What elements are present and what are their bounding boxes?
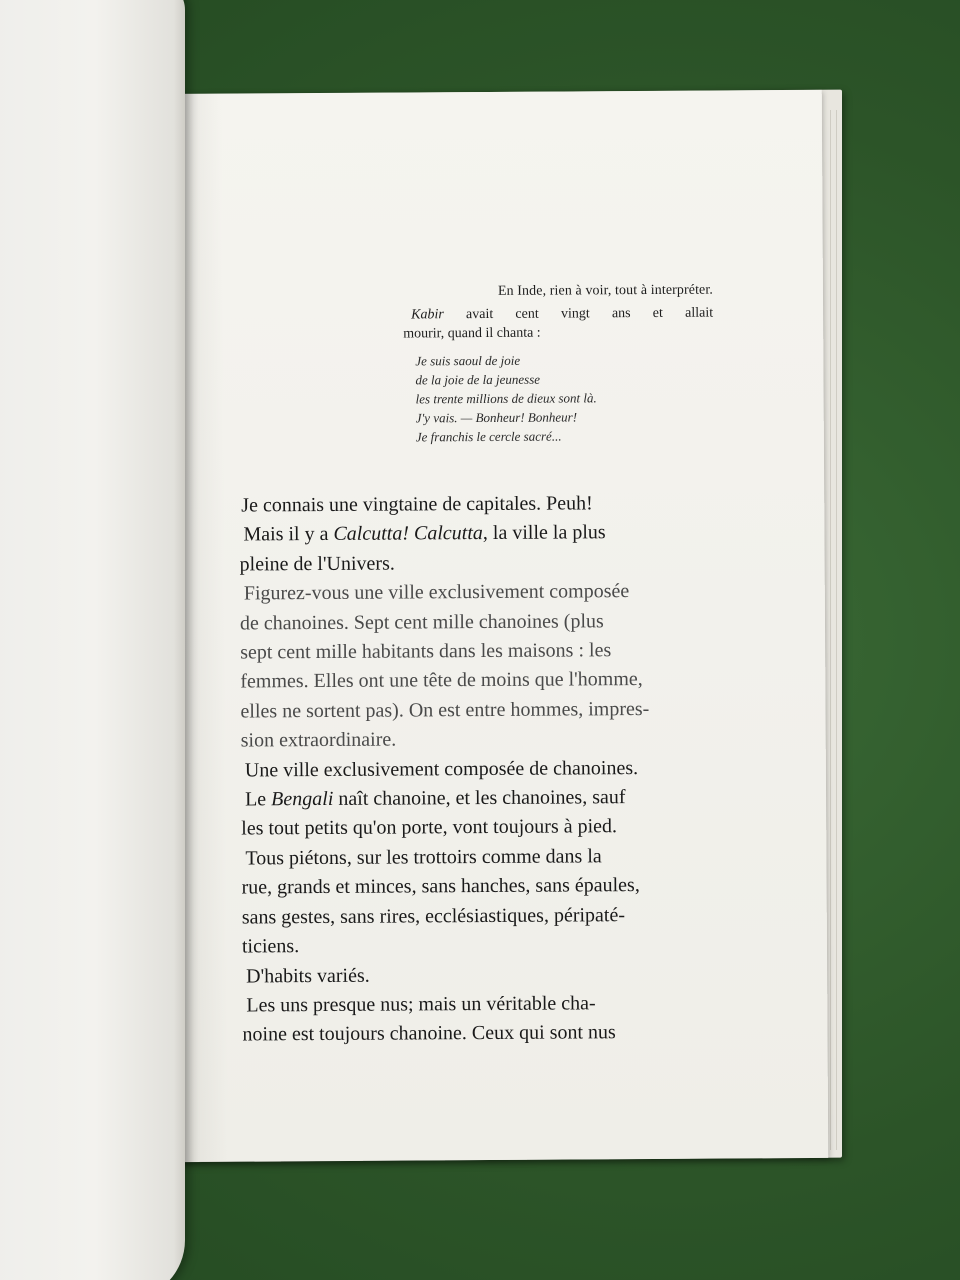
text-line: sion extraordinaire.	[240, 728, 397, 752]
text-line: D'habits variés.	[246, 964, 370, 987]
text-run-italic: Bengali	[271, 787, 334, 811]
epigraph	[403, 281, 714, 447]
text-run: Mais il y a	[243, 523, 334, 546]
text-line	[241, 783, 709, 815]
text-line: Figurez-vous une ville exclusivement composée	[243, 580, 630, 605]
book-cover-left	[0, 0, 185, 1280]
text-run: , la ville la plus	[482, 521, 606, 545]
epigraph-line: En Inde, rien à voir, tout à interpréter.	[497, 282, 713, 299]
epigraph-text: avait cent vingt ans et allait	[443, 305, 714, 323]
text-run-italic: Calcutta! Calcutta	[333, 522, 483, 546]
text-line: ticiens.	[241, 935, 300, 958]
poem-line: les trente millions de dieux sont là.	[415, 390, 597, 407]
text-line: femmes. Elles ont une tête de moins que l'homme,	[240, 668, 643, 693]
poem-line: J'y vais. — Bonheur! Bonheur!	[415, 409, 578, 426]
text-line: pleine de l'Univers.	[239, 552, 395, 576]
body-text	[239, 489, 710, 1051]
text-line: noine est toujours chanoine. Ceux qui sont nus	[242, 1021, 616, 1046]
epigraph-line	[403, 304, 713, 344]
text-line: elles ne sortent pas). On est entre hommes, impres-	[240, 697, 650, 723]
epigraph-name: Kabir	[411, 307, 444, 323]
text-run: Le	[244, 788, 272, 811]
page-edge-line	[830, 110, 831, 1150]
page-edge-line	[836, 110, 837, 1150]
text-line: sans gestes, sans rires, ecclésiastiques, péripaté-	[241, 903, 626, 929]
text-line: rue, grands et minces, sans hanches, sans épaules,	[241, 874, 640, 899]
poem	[403, 350, 714, 447]
text-line: Une ville exclusivement composée de chanoines.	[244, 756, 639, 782]
text-line: Je connais une vingtaine de capitales. Peuh!	[241, 492, 593, 517]
book-page	[142, 90, 829, 1162]
poem-line: de la joie de la jeunesse	[415, 371, 541, 388]
text-line: Les uns presque nus; mais un véritable cha-	[246, 992, 596, 1017]
text-run: naît chanoine, et les chanoines, sauf	[333, 786, 626, 810]
text-line	[239, 518, 707, 550]
text-line: Tous piétons, sur les trottoirs comme dans la	[245, 845, 602, 870]
poem-line: Je franchis le cercle sacré...	[415, 428, 562, 445]
text-line: les tout petits qu'on porte, vont toujours à pied.	[241, 815, 618, 840]
text-line: sept cent mille habitants dans les maisons : les	[240, 639, 612, 664]
text-line: de chanoines. Sept cent mille chanoines (plus	[239, 609, 604, 635]
epigraph-line: mourir, quand il chanta :	[403, 325, 541, 342]
poem-line: Je suis saoul de joie	[415, 352, 521, 369]
